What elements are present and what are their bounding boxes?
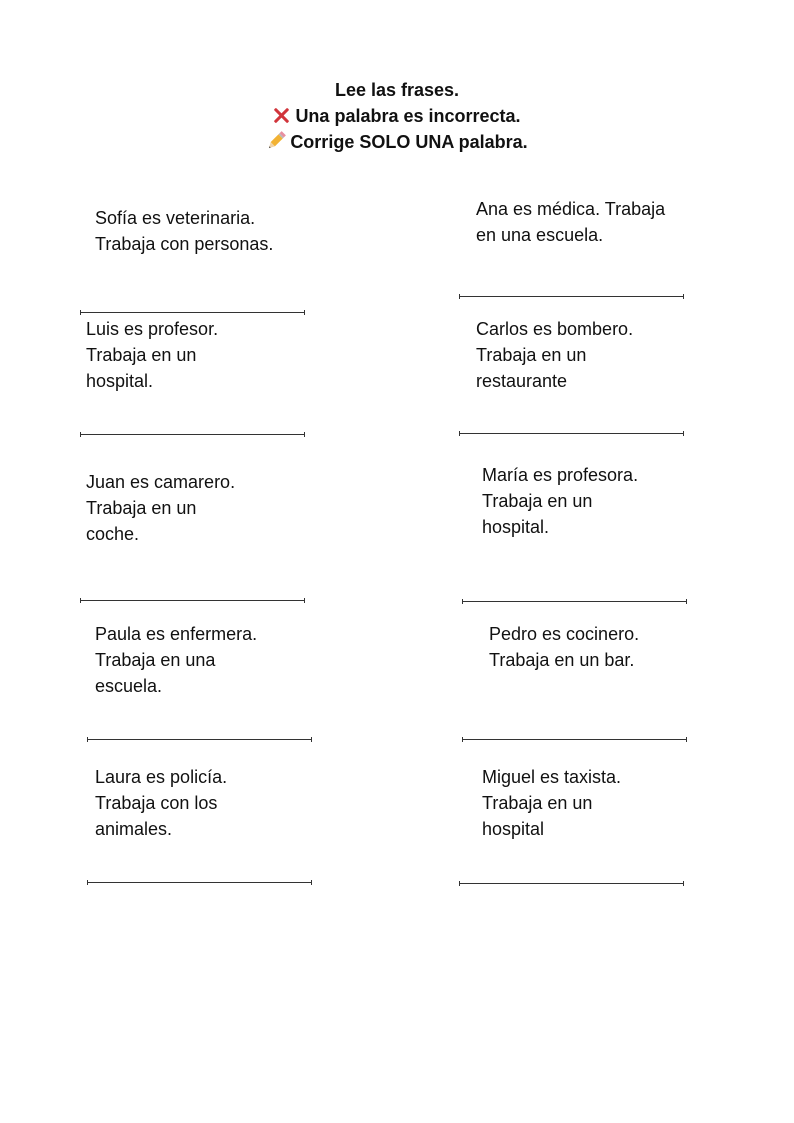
sentence-line: escuela. (95, 676, 163, 696)
sentence-6 (482, 462, 638, 540)
sentence-line: hospital (482, 819, 545, 839)
instructions-header (0, 77, 794, 155)
sentence-4 (476, 316, 633, 394)
answer-line-7[interactable] (87, 739, 312, 740)
sentence-line: en una escuela. (476, 225, 604, 245)
sentence-8 (489, 621, 639, 673)
sentence-5 (86, 469, 235, 547)
sentence-line: Carlos es bombero. (476, 319, 634, 339)
sentence-line: Paula es enfermera. (95, 624, 258, 644)
sentence-line: Pedro es cocinero. (489, 624, 640, 644)
sentence-line: hospital. (86, 371, 154, 391)
sentence-7 (95, 621, 257, 699)
answer-line-4[interactable] (459, 433, 684, 434)
instruction-correct-text: Corrige SOLO UNA palabra. (290, 132, 528, 152)
sentence-line: Luis es profesor. (86, 319, 219, 339)
sentence-line: hospital. (482, 517, 550, 537)
answer-line-3[interactable] (80, 434, 305, 435)
answer-line-1[interactable] (80, 312, 305, 313)
sentence-3 (86, 316, 218, 394)
sentence-line: Trabaja con personas. (95, 234, 274, 254)
sentence-line: Miguel es taxista. (482, 767, 622, 787)
answer-line-9[interactable] (87, 882, 312, 883)
answer-line-8[interactable] (462, 739, 687, 740)
sentence-line: María es profesora. (482, 465, 639, 485)
instruction-correct (0, 129, 794, 155)
answer-line-2[interactable] (459, 296, 684, 297)
instruction-incorrect (0, 103, 794, 129)
sentence-line: coche. (86, 524, 140, 544)
sentence-line: Trabaja en una (95, 650, 216, 670)
instruction-read: Lee las frases. (334, 80, 460, 100)
sentence-line: restaurante (476, 371, 568, 391)
sentence-line: Laura es policía. (95, 767, 228, 787)
sentence-line: Sofía es veterinaria. (95, 208, 256, 228)
answer-line-10[interactable] (459, 883, 684, 884)
sentence-line: Trabaja en un (86, 498, 197, 518)
sentence-line: Trabaja en un (482, 793, 593, 813)
sentence-1 (95, 205, 273, 257)
sentence-line: animales. (95, 819, 173, 839)
pencil-icon (266, 131, 286, 151)
sentence-10 (482, 764, 621, 842)
sentence-2 (476, 196, 665, 248)
sentence-9 (95, 764, 227, 842)
instruction-incorrect-text: Una palabra es incorrecta. (295, 106, 521, 126)
sentence-line: Trabaja en un (476, 345, 587, 365)
sentence-line: Trabaja con los (95, 793, 218, 813)
answer-line-5[interactable] (80, 600, 305, 601)
answer-line-6[interactable] (462, 601, 687, 602)
sentence-line: Trabaja en un (482, 491, 593, 511)
sentence-line: Trabaja en un bar. (489, 650, 635, 670)
sentence-line: Ana es médica. Trabaja (476, 199, 666, 219)
sentence-line: Trabaja en un (86, 345, 197, 365)
cross-mark-icon (273, 107, 289, 123)
sentence-line: Juan es camarero. (86, 472, 236, 492)
